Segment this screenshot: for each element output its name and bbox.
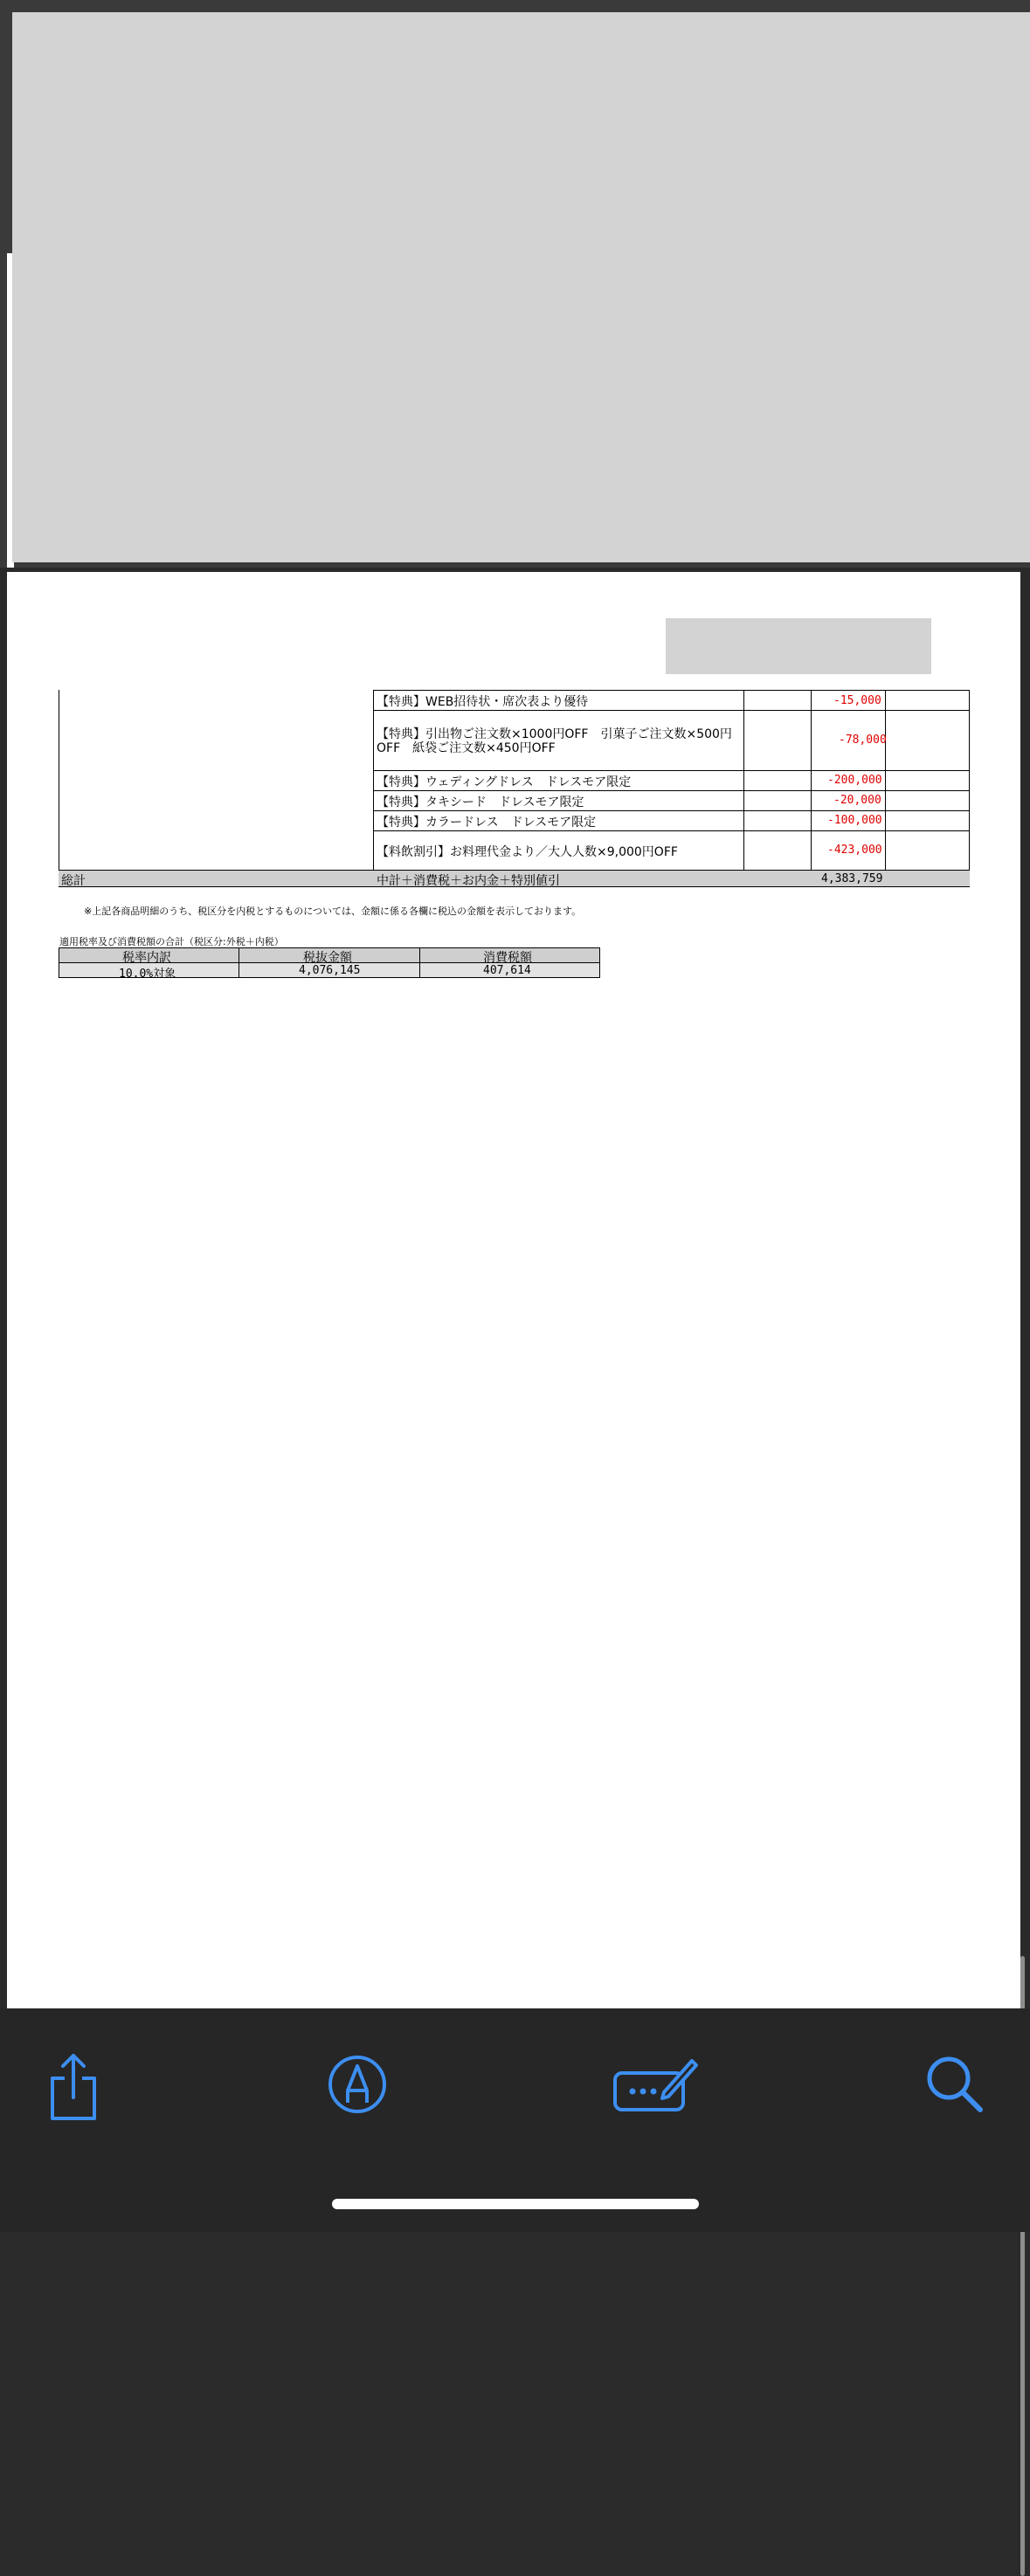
tax-cell: 4,076,145 [299, 964, 361, 977]
tax-header: 税抜金額 [303, 951, 352, 965]
table-border [599, 947, 600, 978]
tax-note: ※上記各商品明細のうち、税区分を内税とするものについては、金額に係る各欄に税込の金額を表示しております。 [84, 906, 582, 917]
table-border [373, 690, 374, 886]
row-description: 【特典】引出物ご注文数×1000円OFF 引菓子ご注文数×500円 [377, 727, 732, 741]
row-amount: -15,000 [833, 694, 881, 707]
signature-icon[interactable] [612, 2054, 699, 2115]
tax-table-caption: 適用税率及び消費税額の合計（税区分:外税＋内税） [59, 936, 284, 947]
search-icon[interactable] [924, 2054, 985, 2115]
row-description: 【特典】WEB招待状・席次表より優待 [377, 695, 589, 709]
row-description: OFF 紙袋ご注文数×450円OFF [377, 741, 556, 755]
row-amount: -423,000 [827, 844, 882, 857]
table-border [373, 790, 970, 791]
home-indicator[interactable] [332, 2199, 699, 2209]
previous-page [0, 0, 1030, 568]
total-amount: 4,383,759 [821, 872, 883, 885]
share-icon[interactable] [45, 2052, 101, 2122]
total-description: 中計＋消費税＋お内金＋特別値引 [377, 874, 560, 888]
row-description: 【特典】タキシード ドレスモア限定 [377, 796, 584, 809]
table-border [373, 830, 970, 831]
row-amount: -200,000 [827, 774, 882, 787]
table-border [373, 810, 970, 811]
tax-header: 消費税額 [483, 951, 532, 965]
table-border [969, 690, 970, 886]
row-amount: -20,000 [833, 794, 881, 807]
tax-cell: 10.0%対象 [119, 968, 176, 981]
row-description: 【料飲割引】お料理代金より／大人人数×9,000円OFF [377, 845, 678, 859]
markup-icon[interactable] [327, 2054, 388, 2115]
table-border [59, 870, 970, 871]
table-border [238, 947, 239, 978]
row-amount: -78,000 [839, 734, 887, 747]
table-border [419, 947, 420, 978]
table-border [373, 690, 970, 691]
table-border [373, 710, 970, 711]
table-border [743, 690, 744, 886]
row-description: 【特典】カラードレス ドレスモア限定 [377, 816, 597, 830]
table-border [885, 690, 886, 886]
total-label: 総計 [61, 874, 86, 888]
row-description: 【特典】ウェディングドレス ドレスモア限定 [377, 775, 632, 789]
table-border [811, 690, 812, 886]
document-page[interactable] [7, 572, 1020, 2008]
row-amount: -100,000 [827, 814, 882, 827]
tax-cell: 407,614 [483, 964, 531, 977]
table-border [373, 770, 970, 771]
redacted-area [12, 12, 1030, 562]
redacted-area [666, 618, 931, 674]
tax-header: 税率内訳 [122, 951, 171, 965]
